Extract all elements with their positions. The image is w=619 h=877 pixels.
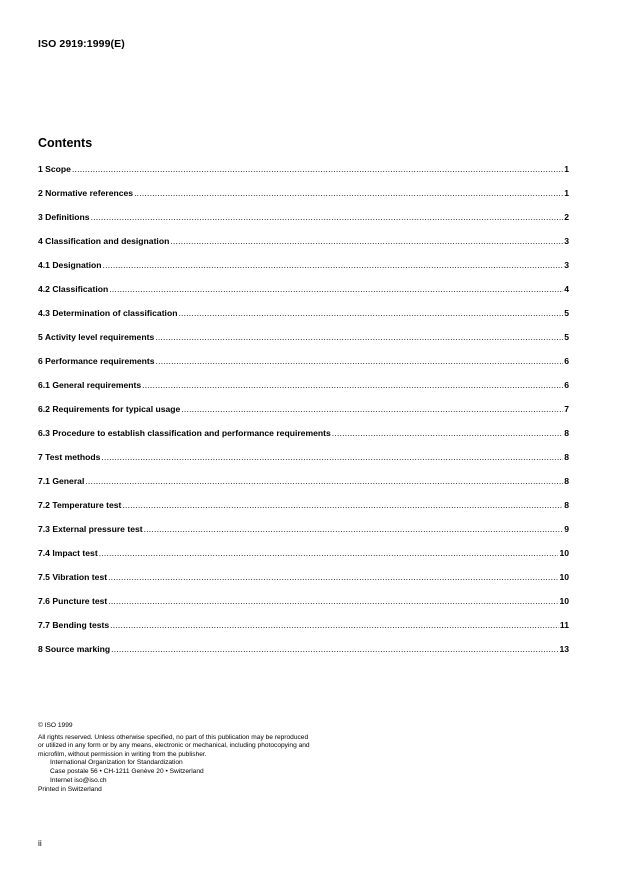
toc-entry-page: 10 xyxy=(559,548,569,558)
table-of-contents xyxy=(38,164,569,668)
toc-entry-page: 6 xyxy=(564,356,569,366)
toc-entry-label: 7.5 Vibration test xyxy=(38,572,108,582)
publisher-internet-line: Internet iso@iso.ch xyxy=(50,776,107,784)
toc-entry-page: 6 xyxy=(564,380,569,390)
toc-dot-leader xyxy=(108,572,558,582)
printed-in-line: Printed in Switzerland xyxy=(38,786,102,794)
toc-entry[interactable] xyxy=(38,644,569,668)
toc-dot-leader xyxy=(144,524,564,534)
toc-entry-label: 8 Source marking xyxy=(38,644,111,654)
toc-entry[interactable] xyxy=(38,380,569,404)
toc-entry[interactable] xyxy=(38,500,569,524)
toc-dot-leader xyxy=(85,476,563,486)
toc-entry-page: 13 xyxy=(559,644,569,654)
rights-text-line: or utilized in any form or by any means, electronic or mechanical, including photocopying and xyxy=(38,742,310,750)
copyright-notice xyxy=(38,722,398,795)
toc-entry[interactable] xyxy=(38,572,569,596)
toc-dot-leader xyxy=(91,212,564,222)
toc-entry[interactable] xyxy=(38,404,569,428)
toc-entry-label: 5 Activity level requirements xyxy=(38,332,155,342)
toc-entry-page: 4 xyxy=(564,284,569,294)
toc-entry-label: 7.3 External pressure test xyxy=(38,524,143,534)
toc-entry-page: 9 xyxy=(564,524,569,534)
rights-text-line: microfilm, without permission in writing from the publisher. xyxy=(38,750,207,758)
toc-entry-page: 10 xyxy=(559,572,569,582)
toc-entry-label: 7.1 General xyxy=(38,476,85,486)
publisher-address-line: Case postale 56 • CH-1211 Genève 20 • Switzerland xyxy=(50,767,204,775)
toc-entry-page: 8 xyxy=(564,500,569,510)
toc-dot-leader xyxy=(101,452,563,462)
toc-entry[interactable] xyxy=(38,308,569,332)
contents-title: Contents xyxy=(38,136,93,150)
toc-entry[interactable] xyxy=(38,332,569,356)
toc-entry[interactable] xyxy=(38,212,569,236)
toc-dot-leader xyxy=(99,548,559,558)
toc-dot-leader xyxy=(122,500,563,510)
toc-entry[interactable] xyxy=(38,548,569,572)
toc-entry[interactable] xyxy=(38,428,569,452)
toc-entry-label: 4.2 Classification xyxy=(38,284,109,294)
toc-dot-leader xyxy=(111,644,558,654)
toc-entry-page: 5 xyxy=(564,332,569,342)
toc-dot-leader xyxy=(72,164,563,174)
toc-dot-leader xyxy=(178,308,563,318)
publisher-address-line: International Organization for Standardization xyxy=(50,759,183,767)
toc-entry-page: 8 xyxy=(564,476,569,486)
toc-entry-label: 7 Test methods xyxy=(38,452,101,462)
toc-entry-page: 5 xyxy=(564,308,569,318)
toc-entry-label: 2 Normative references xyxy=(38,188,134,198)
toc-dot-leader xyxy=(108,596,558,606)
toc-entry[interactable] xyxy=(38,620,569,644)
rights-text-line: All rights reserved. Unless otherwise specified, no part of this publication may be reproduced xyxy=(38,733,309,741)
toc-entry[interactable] xyxy=(38,164,569,188)
toc-entry[interactable] xyxy=(38,188,569,212)
toc-entry[interactable] xyxy=(38,284,569,308)
toc-entry-page: 3 xyxy=(564,236,569,246)
toc-entry[interactable] xyxy=(38,356,569,380)
toc-entry-label: 6.1 General requirements xyxy=(38,380,142,390)
copyright-line: © ISO 1999 xyxy=(38,722,73,729)
toc-entry-page: 8 xyxy=(564,452,569,462)
toc-dot-leader xyxy=(103,260,564,270)
toc-dot-leader xyxy=(155,332,563,342)
toc-entry-label: 3 Definitions xyxy=(38,212,90,222)
toc-entry[interactable] xyxy=(38,236,569,260)
toc-entry-label: 7.7 Bending tests xyxy=(38,620,110,630)
toc-dot-leader xyxy=(142,380,563,390)
toc-entry-page: 2 xyxy=(564,212,569,222)
page-number: ii xyxy=(38,838,42,848)
toc-entry-label: 6.3 Procedure to establish classification and performance requirements xyxy=(38,428,331,438)
toc-entry[interactable] xyxy=(38,596,569,620)
toc-dot-leader xyxy=(181,404,563,414)
toc-entry-label: 4.3 Determination of classification xyxy=(38,308,178,318)
toc-entry[interactable] xyxy=(38,476,569,500)
toc-entry[interactable] xyxy=(38,452,569,476)
toc-entry-label: 6.2 Requirements for typical usage xyxy=(38,404,181,414)
toc-entry-page: 1 xyxy=(564,188,569,198)
toc-entry-page: 11 xyxy=(559,620,569,630)
toc-entry-label: 7.4 Impact test xyxy=(38,548,98,558)
toc-entry-label: 7.2 Temperature test xyxy=(38,500,122,510)
toc-dot-leader xyxy=(170,236,563,246)
document-id-header: ISO 2919:1999(E) xyxy=(38,38,125,50)
toc-entry-label: 4 Classification and designation xyxy=(38,236,170,246)
toc-entry-page: 8 xyxy=(564,428,569,438)
toc-dot-leader xyxy=(332,428,563,438)
toc-entry[interactable] xyxy=(38,260,569,284)
toc-dot-leader xyxy=(156,356,564,366)
toc-dot-leader xyxy=(110,620,559,630)
toc-entry[interactable] xyxy=(38,524,569,548)
toc-entry-label: 4.1 Designation xyxy=(38,260,102,270)
toc-entry-page: 7 xyxy=(564,404,569,414)
toc-entry-label: 6 Performance requirements xyxy=(38,356,155,366)
toc-entry-page: 10 xyxy=(559,596,569,606)
toc-entry-page: 1 xyxy=(564,164,569,174)
toc-dot-leader xyxy=(134,188,563,198)
toc-entry-label: 7.6 Puncture test xyxy=(38,596,108,606)
toc-entry-label: 1 Scope xyxy=(38,164,71,174)
toc-entry-page: 3 xyxy=(564,260,569,270)
toc-dot-leader xyxy=(109,284,563,294)
